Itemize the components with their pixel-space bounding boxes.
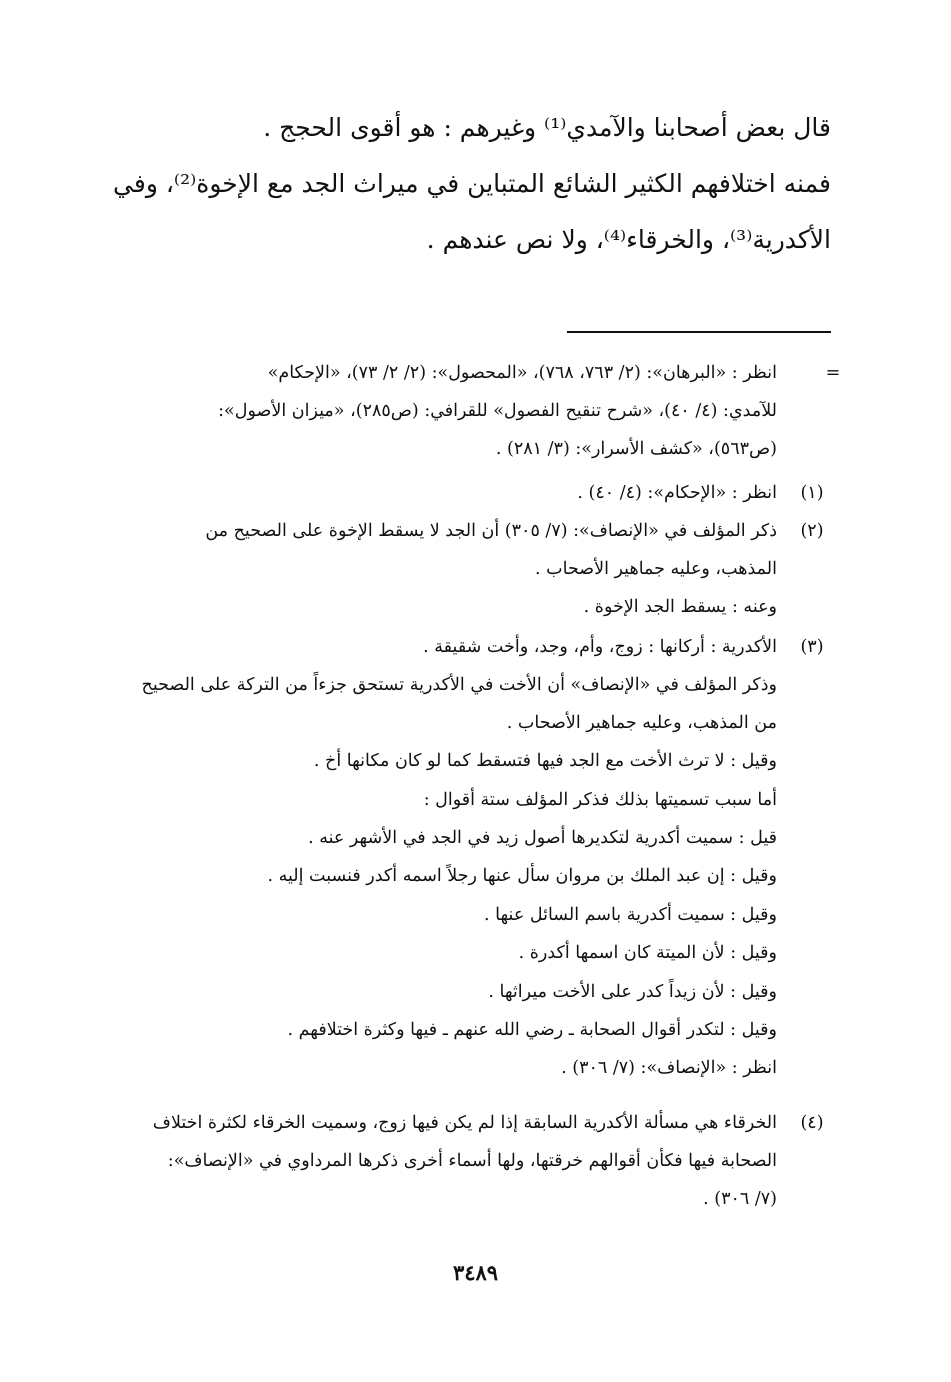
footnote-continued-line-1: انظر : «البرهان»: (٢/ ٧٦٣، ٧٦٨)، «المحصول»: (٢/ ٢/ ٧٣)، «الإحكام» — [267, 363, 777, 383]
footnote-1-marker: (١) — [800, 483, 824, 503]
footnote-3-line-12: انظر : «الإنصاف»: (٧/ ٣٠٦) . — [561, 1058, 777, 1078]
footnote-2-line-3: وعنه : يسقط الجد الإخوة . — [583, 597, 777, 617]
footnote-4-marker: (٤) — [800, 1113, 824, 1133]
footnote-3-marker: (٣) — [800, 637, 824, 657]
footnote-3-line-6: قيل : سميت أكدرية لتكديرها أصول زيد في الجد في الأشهر عنه . — [308, 828, 777, 848]
footnote-1-line-1: انظر : «الإحكام»: (٤/ ٤٠) . — [577, 483, 777, 503]
main-text-line-2: فمنه اختلافهم الكثير الشائع المتباين في ميراث الجد مع الإخوة⁽²⁾، وفي — [113, 169, 831, 198]
footnote-4-line-2: الصحابة فيها فكأن أقوالهم خرقتها، ولها أسماء أخرى ذكرها المرداوي في «الإنصاف»: — [167, 1151, 777, 1171]
footnote-3-line-2: وذكر المؤلف في «الإنصاف» أن الأخت في الأكدرية تستحق جزءاً من التركة على الصحيح — [141, 675, 777, 695]
footnote-4-line-1: الخرقاء هي مسألة الأكدرية السابقة إذا لم يكن فيها زوج، وسميت الخرقاء لكثرة اختلاف — [152, 1113, 777, 1133]
footnote-separator — [567, 331, 831, 333]
footnote-continued-line-2: للآمدي: (٤/ ٤٠)، «شرح تنقيح الفصول» للقرافي: (ص٢٨٥)، «ميزان الأصول»: — [218, 401, 777, 421]
footnote-3-line-11: وقيل : لتكدر أقوال الصحابة ـ رضي الله عنهم ـ فيها وكثرة اختلافهم . — [287, 1020, 777, 1040]
footnote-3-line-5: أما سبب تسميتها بذلك فذكر المؤلف ستة أقوال : — [423, 790, 777, 810]
footnote-3-line-10: وقيل : لأن زيداً كدر على الأخت ميراثها . — [488, 982, 777, 1002]
footnote-2-line-2: المذهب، وعليه جماهير الأصحاب . — [535, 559, 777, 579]
footnote-4-line-3: (٧/ ٣٠٦) . — [703, 1189, 777, 1209]
footnote-2-line-1: ذكر المؤلف في «الإنصاف»: (٧/ ٣٠٥) أن الجد لا يسقط الإخوة على الصحيح من — [205, 521, 777, 541]
footnote-continued-line-3: (ص٥٦٣)، «كشف الأسرار»: (٣/ ٢٨١) . — [495, 439, 777, 459]
main-text-line-3: الأكدرية⁽³⁾، والخرقاء⁽⁴⁾، ولا نص عندهم . — [426, 225, 831, 254]
footnote-3-line-4: وقيل : لا ترث الأخت مع الجد فيها فتسقط كما لو كان مكانها أخ . — [313, 751, 777, 771]
footnote-2-marker: (٢) — [800, 521, 824, 541]
footnote-3-line-3: من المذهب، وعليه جماهير الأصحاب . — [506, 713, 777, 733]
footnote-3-line-9: وقيل : لأن الميتة كان اسمها أكدرة . — [518, 943, 777, 963]
footnote-3-line-1: الأكدرية : أركانها : زوج، وأم، وجد، وأخت شقيقة . — [423, 637, 777, 657]
footnote-3-line-7: وقيل : إن عبد الملك بن مروان سأل عنها رجلاً اسمه أكدر فنسبت إليه . — [267, 866, 777, 886]
continuation-mark: = — [825, 363, 841, 383]
footnote-3-line-8: وقيل : سميت أكدرية باسم السائل عنها . — [484, 905, 777, 925]
main-text-line-1: قال بعض أصحابنا والآمدي⁽¹⁾ وغيرهم : هو أقوى الحجج . — [263, 113, 831, 142]
page-number: ٣٤٨٩ — [452, 1260, 499, 1285]
